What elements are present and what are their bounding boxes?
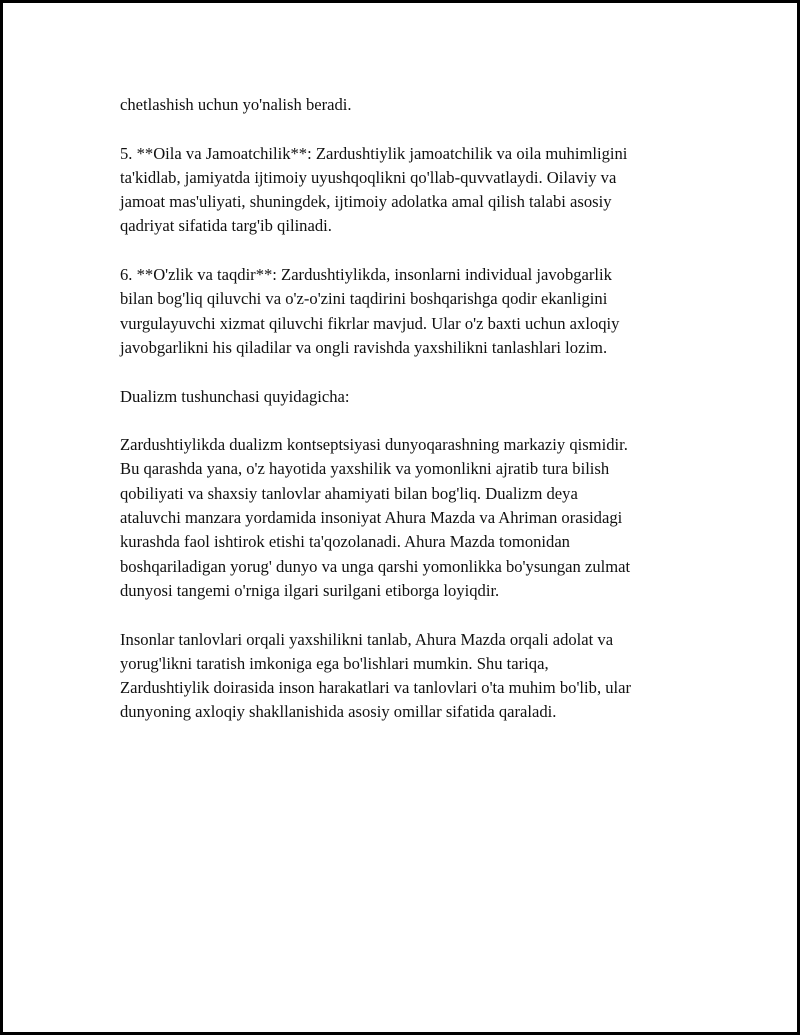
text-line: kurashda faol ishtirok etishi ta'qozolanadi. Ahura Mazda tomonidan <box>120 532 570 552</box>
paragraph-human-choices <box>120 628 700 725</box>
text-line: Bu qarashda yana, o'z hayotida yaxshilik va yomonlikni ajratib tura bilish <box>120 459 610 479</box>
text-line: 5. **Oila va Jamoatchilik**: Zardushtiylik jamoatchilik va oila muhimligini <box>120 143 628 163</box>
text-line: Zardushtiylik doirasida inson harakatlari va tanlovlari o'ta muhim bo'lib, ular <box>120 678 632 698</box>
text-line: yorug'likni taratish imkoniga ega bo'lishlari mumkin. Shu tariqa, <box>120 653 549 673</box>
paragraph-continuation <box>120 93 700 117</box>
text-line: qobiliyati va shaxsiy tanlovlar ahamiyati bilan bog'liq. Dualizm deya <box>120 483 578 503</box>
text-line: boshqariladigan yorug' dunyo va unga qarshi yomonlikka bo'ysungan zulmat <box>120 556 631 576</box>
paragraph-dualism-heading <box>120 385 700 409</box>
text-line: Zardushtiylikda dualizm kontseptsiyasi dunyoqarashning markaziy qismidir. <box>120 435 628 455</box>
paragraph-family-community <box>120 142 700 239</box>
text-line: dunyoning axloqiy shakllanishida asosiy omillar sifatida qaraladi. <box>120 702 557 722</box>
text-line: ta'kidlab, jamiyatda ijtimoiy uyushqoqlikni qo'llab-quvvatlaydi. Oilaviy va <box>120 167 617 187</box>
text-line: bilan bog'liq qiluvchi va o'z-o'zini taqdirini boshqarishga qodir ekanligini <box>120 289 608 309</box>
text-line: vurgulayuvchi xizmat qiluvchi fikrlar mavjud. Ular o'z baxti uchun axloqiy <box>120 313 620 333</box>
text-line: Dualizm tushunchasi quyidagicha: <box>120 386 350 406</box>
text-line: dunyosi tangemi o'rniga ilgari surilgani etiborga loyiqdir. <box>120 580 500 600</box>
text-line: 6. **O'zlik va taqdir**: Zardushtiylikda, insonlarni individual javobgarlik <box>120 265 612 285</box>
text-line: javobgarlikni his qiladilar va ongli ravishda yaxshilikni tanlashlari lozim. <box>120 337 608 357</box>
paragraph-dualism-concept <box>120 433 700 603</box>
document-body <box>120 93 700 749</box>
text-line: ataluvchi manzara yordamida insoniyat Ahura Mazda va Ahriman orasidagi <box>120 508 623 528</box>
text-line: jamoat mas'uliyati, shuningdek, ijtimoiy adolatka amal qilish talabi asosiy <box>120 192 612 212</box>
paragraph-self-destiny <box>120 263 700 360</box>
text-line: chetlashish uchun yo'nalish beradi. <box>120 95 352 114</box>
text-line: qadriyat sifatida targ'ib qilinadi. <box>120 216 332 236</box>
text-line: Insonlar tanlovlari orqali yaxshilikni tanlab, Ahura Mazda orqali adolat va <box>120 629 614 649</box>
